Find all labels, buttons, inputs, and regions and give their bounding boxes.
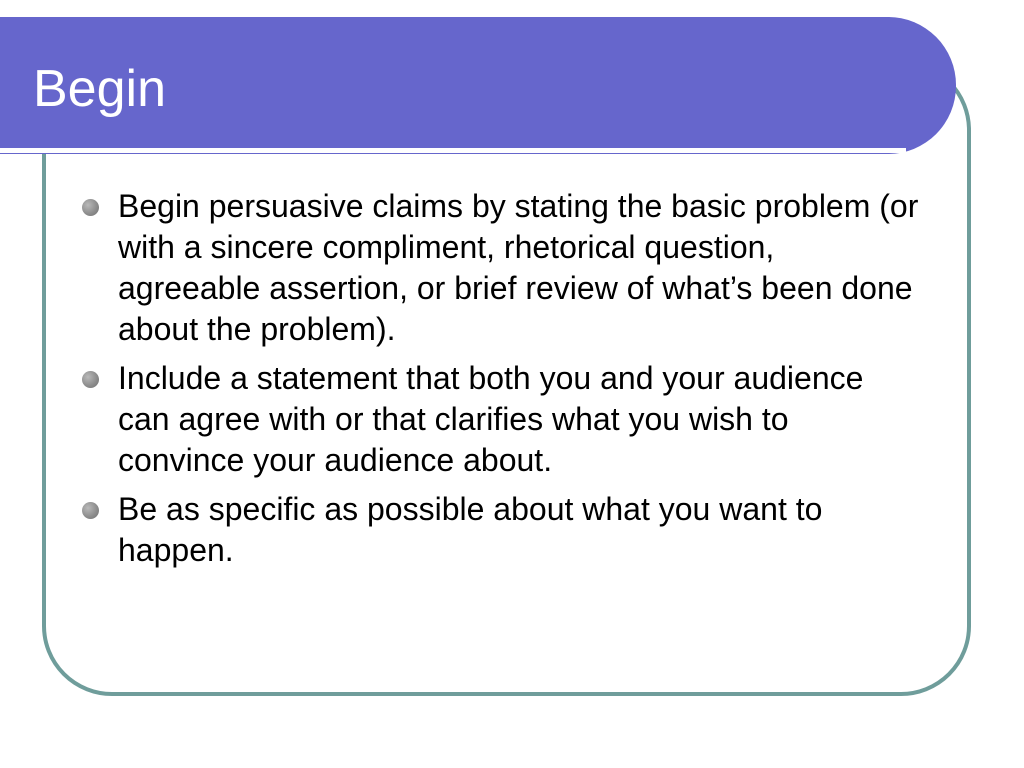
bullet-list: [82, 186, 922, 579]
bullet-text: Begin persuasive claims by stating the basic problem (or with a sincere compliment, rhetorical question, agreeable assertion, or brief review of what’s been done about the problem).: [118, 188, 919, 347]
bullet-dot-icon: [82, 502, 99, 519]
title-underline: [0, 148, 906, 153]
bullet-item: [82, 186, 922, 350]
bullet-item: [82, 358, 922, 481]
bullet-item: [82, 489, 922, 571]
bullet-dot-icon: [82, 199, 99, 216]
slide-title: Begin: [33, 60, 166, 118]
bullet-dot-icon: [82, 371, 99, 388]
bullet-text: Include a statement that both you and your audience can agree with or that clarifies what you wish to convince your audience about.: [118, 360, 864, 478]
title-bar: [0, 17, 956, 154]
bullet-text: Be as specific as possible about what you want to happen.: [118, 491, 823, 568]
